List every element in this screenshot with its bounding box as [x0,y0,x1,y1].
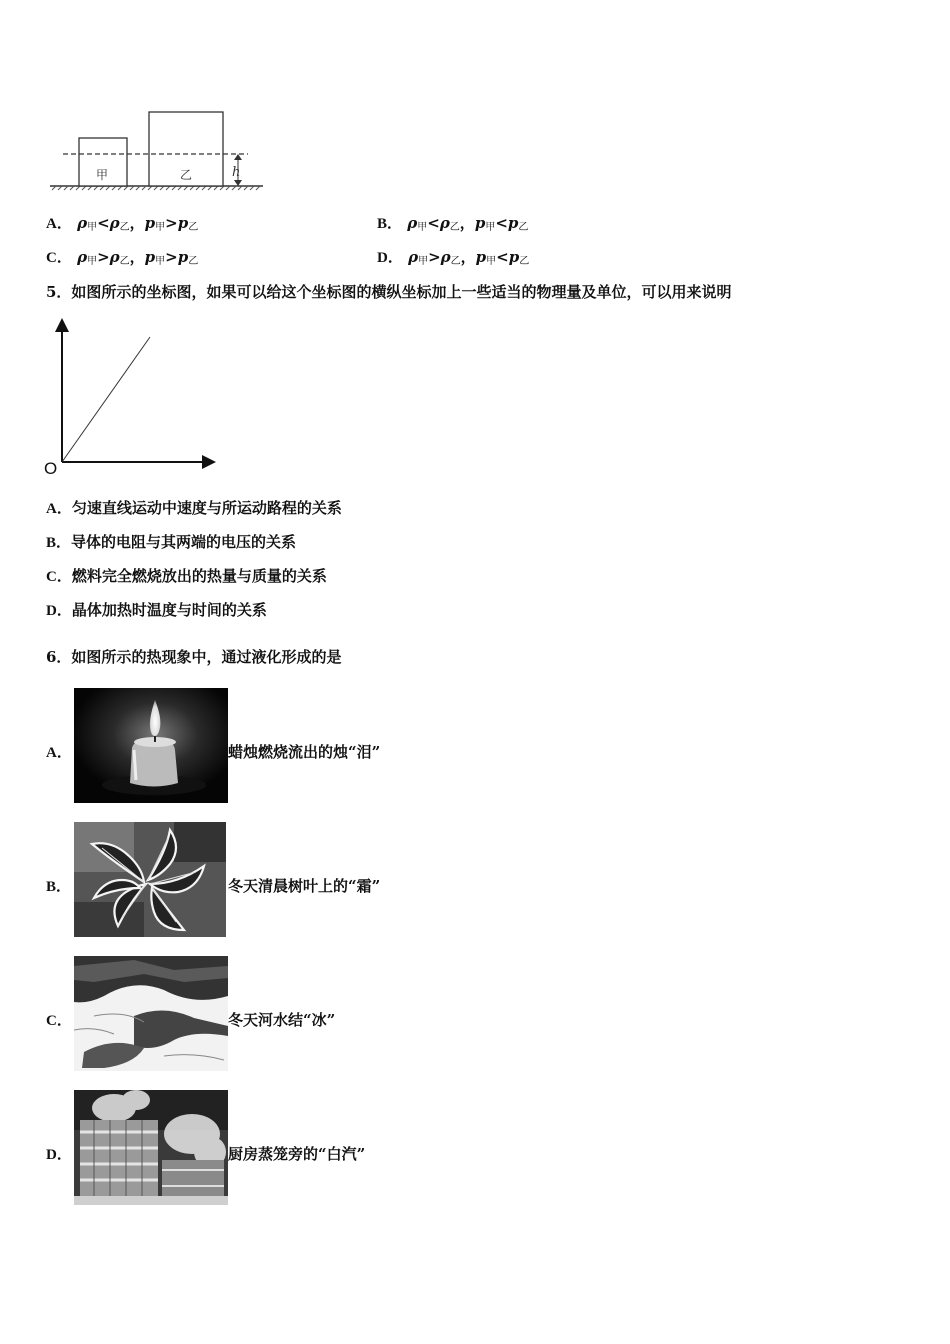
q5-option-b[interactable]: B．导体的电阻与其两端的电压的关系 [46,533,297,551]
q5-option-c[interactable]: C．燃料完全燃烧放出的热量与质量的关系 [46,567,327,585]
q6-option-a-letter[interactable]: A． [46,745,72,761]
q6-option-d-text[interactable]: 厨房蒸笼旁的“白汽” [228,1145,366,1163]
block-jia-label: 甲 [96,168,109,182]
origin-label: O [44,459,58,477]
q4-option-a[interactable]: A． ρ甲<ρ乙，p甲>p乙 [46,214,199,233]
q6-option-b-text[interactable]: 冬天清晨树叶上的“霜” [228,877,381,895]
q6-option-b-letter[interactable]: B． [46,879,72,895]
proportional-line [62,337,150,462]
q6-option-c-letter[interactable]: C． [46,1013,72,1029]
proportional-graph [40,312,225,477]
q5-option-a[interactable]: A．匀速直线运动中速度与所运动路程的关系 [46,499,342,517]
x-axis-arrow-icon [202,455,216,469]
height-label: h [232,165,241,180]
q6-option-c-text[interactable]: 冬天河水结“冰” [228,1011,336,1029]
frost-leaves-photo-icon [74,822,226,937]
q6-option-d-letter[interactable]: D． [46,1147,72,1163]
block-yi-label: 乙 [180,168,193,182]
q6-option-a-text[interactable]: 蜡烛燃烧流出的烛“泪” [228,743,381,761]
steamer-photo-icon [74,1090,228,1205]
two-blocks-figure [48,106,268,196]
y-axis-arrow-icon [55,318,69,332]
q4-option-d[interactable]: D． ρ甲>ρ乙，p甲<p乙 [377,248,530,267]
q5-stem: 5．如图所示的坐标图，如果可以给这个坐标图的横纵坐标加上一些适当的物理量及单位，可以用来说明 [46,283,732,301]
q4-option-b[interactable]: B． ρ甲<ρ乙，p甲<p乙 [377,214,529,233]
q6-stem: 6．如图所示的热现象中，通过液化形成的是 [46,648,342,666]
q4-option-c[interactable]: C． ρ甲>ρ乙，p甲>p乙 [46,248,199,267]
candle-photo-icon [74,688,228,803]
q5-option-d[interactable]: D．晶体加热时温度与时间的关系 [46,601,267,619]
frozen-river-photo-icon [74,956,228,1071]
